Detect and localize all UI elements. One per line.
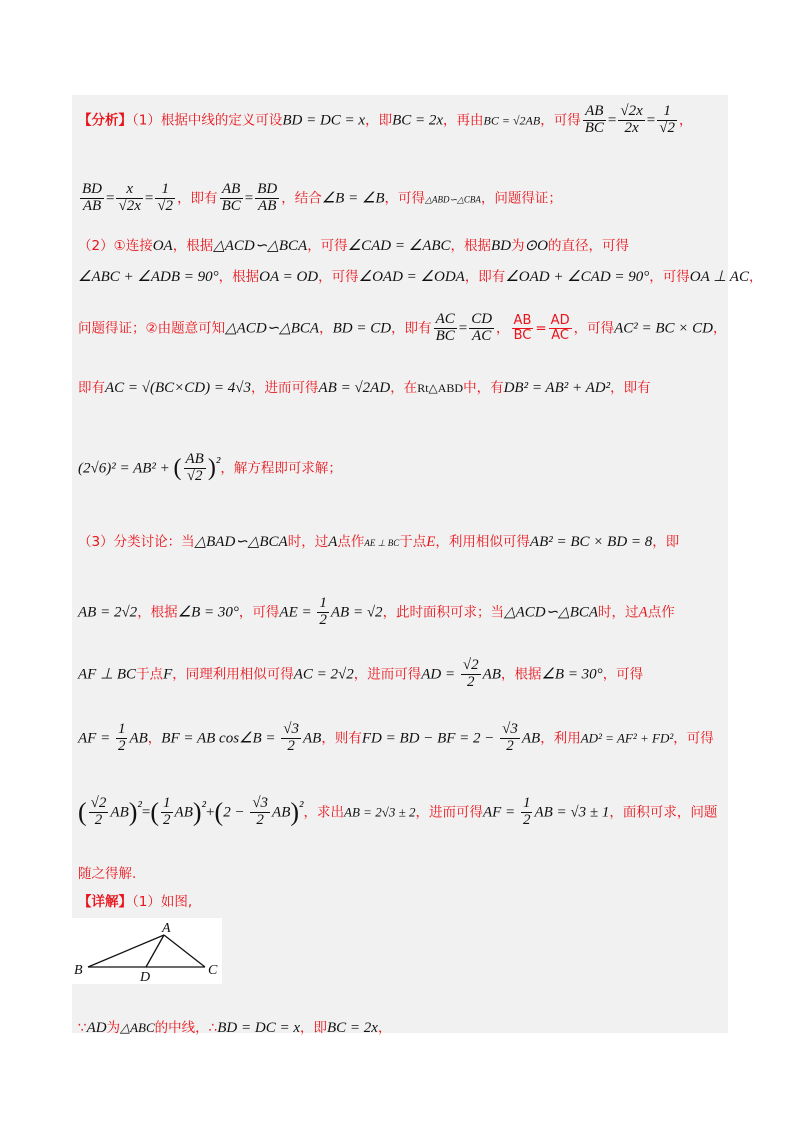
math: ² <box>299 798 304 815</box>
analysis-line-5: 问题得证；②由题意可知△ACD∽△BCA，BD = CD，即有 $\frac{AC}{BC}$ = $\frac{CD}{AC}$ ， $\frac{AB}{BC}$ = $\frac{AD}{AC}$ ，可得AC² = BC × CD， <box>78 311 727 344</box>
math: BD = DC = x <box>282 112 366 129</box>
math: A <box>328 534 338 550</box>
math: AE = <box>279 604 316 621</box>
math: DB² = AB² + AD² <box>503 380 611 396</box>
math: A <box>638 604 648 621</box>
math: AB² = BC × BD = 8 <box>529 534 653 550</box>
math: AB = 2√2 <box>78 604 138 621</box>
math: AC = 2√2 <box>293 666 354 683</box>
text: （3）分类讨论：当 <box>78 534 195 550</box>
math: BD <box>491 238 512 254</box>
text: 时，过 <box>598 604 639 621</box>
text: 为 <box>511 238 525 254</box>
fraction: $\frac{1}{√2}$ <box>157 181 174 214</box>
text: 于点 <box>399 534 427 550</box>
math: AB <box>272 804 291 821</box>
label-d: D <box>140 970 151 984</box>
analysis-line-12: ( $\frac{√2}{2}$ AB)$^{^2}$=( $\frac{1}{2}$ AB)$^{^2}$+(2 − $\frac{√3}{2}$ AB)$^{^2}$，求出AB = 2√3 ± 2，进而可得AF = $\frac{1}{2}$ AB = √3 ± 1，面积可求，问题 <box>78 795 718 828</box>
math: ∠B = 30° <box>177 604 239 621</box>
text: 中，有 <box>463 380 504 396</box>
analysis-line-11 <box>78 722 714 755</box>
text: ，解方程即可求解； <box>220 460 342 477</box>
text: ， <box>147 730 162 747</box>
text: ，则有 <box>321 730 362 747</box>
math: BD = CD <box>332 320 392 337</box>
text: 的直径，可得 <box>547 238 629 254</box>
text: ，可得 <box>238 604 280 621</box>
text: ，可得 <box>673 730 714 747</box>
text: ，即 <box>365 112 393 129</box>
fraction: $\frac{AC}{BC}$ <box>435 311 455 344</box>
math: FD = BD − BF = 2 − <box>361 730 499 747</box>
text: ，可得 <box>649 269 690 285</box>
math: ∠B = ∠B <box>321 190 385 207</box>
fraction: $\frac{BD}{AB}$ <box>257 181 278 214</box>
math: AB = 2√3 ± 2 <box>344 804 416 820</box>
text: ，进而可得 <box>415 804 483 821</box>
text: ，即有 <box>464 269 506 285</box>
text: ，此时面积可求；当 <box>382 604 505 621</box>
text: ，在 <box>390 380 418 396</box>
label-c: C <box>208 963 218 978</box>
math: △ACD∽△BCA <box>213 238 308 254</box>
text: ，根据 <box>500 666 542 683</box>
fraction: $\frac{1}{2}$ <box>163 795 171 828</box>
text: 于点 <box>136 666 164 683</box>
analysis-label: 【分析】 <box>78 112 132 129</box>
math: AE ⊥ BC <box>364 538 400 548</box>
therefore-symbol: ∴ <box>208 1020 218 1036</box>
text: ， <box>748 269 763 285</box>
fraction: $\frac{√2x}{2x}$ <box>620 103 643 136</box>
math: AB <box>174 804 193 821</box>
math: ⊙O <box>524 238 548 254</box>
math: (2√6)² = AB² + <box>78 460 174 477</box>
fraction: $\frac{√2}{2}$ <box>462 657 479 690</box>
detail-line-1 <box>78 890 192 910</box>
because-symbol: ∵ <box>78 1020 87 1036</box>
text: 点作 <box>647 604 675 621</box>
math: △ACD∽△BCA <box>225 320 320 337</box>
math: BD = DC = x <box>217 1020 300 1036</box>
math: Rt△ABD <box>417 381 464 395</box>
detail-label: 【详解】 <box>78 894 132 910</box>
label-a: A <box>162 921 171 936</box>
math: AD <box>86 1020 107 1036</box>
detail-line-2 <box>78 1016 391 1037</box>
math: ∠B = 30° <box>541 666 603 683</box>
analysis-line-10 <box>78 658 643 691</box>
text: 问题得证；②由题意可知 <box>78 320 226 337</box>
text: ，进而可得 <box>353 666 422 683</box>
math: △ACD∽△BCA <box>504 604 599 621</box>
fraction: $\frac{AB}{√2}$ <box>185 451 204 484</box>
text: ，即 <box>299 1020 327 1036</box>
math: ∠CAD = ∠ABC <box>347 238 451 254</box>
text: 点作 <box>337 534 365 550</box>
text: ，可得 <box>384 190 426 207</box>
analysis-line-6 <box>78 376 651 397</box>
fraction: $\frac{√3}{2}$ <box>283 721 299 754</box>
math: ² <box>137 798 142 815</box>
math: AB <box>482 666 501 683</box>
analysis-line-3 <box>78 234 629 255</box>
analysis-line-9 <box>78 596 675 629</box>
text: ，可得 <box>540 112 581 129</box>
analysis-line-13 <box>78 862 136 882</box>
math: AF = <box>482 804 519 821</box>
math: AC² = BC × CD <box>614 320 713 337</box>
math: ∠OAD + ∠CAD = 90° <box>505 269 650 285</box>
math: AB <box>110 804 129 821</box>
text: ， <box>678 112 693 129</box>
text: ， <box>319 320 333 337</box>
triangle-figure <box>72 918 222 984</box>
text: ，进而可得 <box>251 380 319 396</box>
math: OA <box>152 238 173 254</box>
math: 2 − <box>223 804 249 821</box>
text: ，面积可求，问题 <box>609 804 718 821</box>
text: ，同理利用相似可得 <box>172 666 294 683</box>
text: ，可得 <box>318 269 359 285</box>
text: （2）①连接 <box>78 238 153 254</box>
text: 时，过 <box>287 534 329 550</box>
fraction: $\frac{x}{√2x}$ <box>118 181 141 214</box>
math: AF ⊥ BC <box>78 666 137 683</box>
math: BC = 2x <box>392 112 444 129</box>
text: ，根据 <box>137 604 178 621</box>
fraction: $\frac{1}{2}$ <box>117 721 126 754</box>
analysis-line-2: $\frac{BD}{AB}$ = $\frac{x}{√2x}$ = $\frac{1}{√2}$ ，即有 $\frac{AB}{BC}$ = $\frac{BD}{AB}$ ，结合∠B = ∠B，可得△ABD∽△CBA，问题得证； <box>82 181 562 214</box>
math: AB = √2AD <box>318 380 391 396</box>
fraction: $\frac{1}{√2}$ <box>659 103 675 136</box>
math: ² <box>201 798 207 815</box>
text: 随之得解. <box>78 866 137 882</box>
text: ，根据 <box>450 238 492 254</box>
text: 为 <box>106 1020 121 1036</box>
math: ∠OAD = ∠ODA <box>358 269 465 285</box>
text: ，根据 <box>172 238 214 254</box>
fraction: $\frac{AB}{BC}$ <box>584 103 604 136</box>
math: OA = OD <box>259 269 319 285</box>
text: ，求出 <box>303 804 345 821</box>
math: F <box>163 666 173 683</box>
label-b: B <box>74 963 83 978</box>
fraction: $\frac{AB}{BC}$ <box>221 181 241 214</box>
text: 即有 <box>78 380 105 396</box>
math: AB <box>521 730 541 747</box>
fraction: $\frac{1}{2}$ <box>319 595 327 628</box>
text: ， <box>496 320 510 337</box>
text: ，即有 <box>391 320 432 337</box>
math: AD² = AF² + FD² <box>580 730 674 746</box>
text: ，利用 <box>540 730 581 747</box>
text: ，可得 <box>573 320 615 337</box>
math: △BAD∽△BCA <box>194 534 288 550</box>
text: ， <box>377 1020 392 1036</box>
text: ，即 <box>652 534 680 550</box>
fraction: $\frac{BD}{AB}$ <box>82 181 102 214</box>
fraction: $\frac{CD}{AC}$ <box>471 311 493 344</box>
math: BF = AB cos∠B = <box>161 730 280 747</box>
math: AB = √2 <box>330 604 383 621</box>
math: BC = √2AB <box>483 113 541 128</box>
text: ，可得 <box>602 666 644 683</box>
math: AF = <box>78 730 114 747</box>
fraction: $\frac{AD}{AC}$ <box>550 313 570 343</box>
text: 的中线， <box>154 1020 209 1036</box>
math: AD = <box>421 666 459 683</box>
fraction: $\frac{√3}{2}$ <box>502 721 518 754</box>
analysis-line-4 <box>78 265 762 286</box>
math: ∠ABC + ∠ADB = 90° <box>78 269 219 285</box>
text: ，即有 <box>177 190 218 207</box>
text: （1）根据中线的定义可设 <box>132 112 283 129</box>
text: ，问题得证； <box>480 190 562 207</box>
math: BC = 2x <box>326 1020 378 1036</box>
math: AB <box>303 730 322 747</box>
math: E <box>426 534 436 550</box>
fraction: $\frac{1}{2}$ <box>522 795 531 828</box>
text: ，结合 <box>281 190 322 207</box>
text: ，即有 <box>610 380 651 396</box>
text: ，可得 <box>307 238 348 254</box>
math: AB = √3 ± 1 <box>534 804 610 821</box>
text: ， <box>713 320 727 337</box>
math: OA ⊥ AC <box>689 269 749 285</box>
fraction: $\frac{√2}{2}$ <box>90 795 107 828</box>
math: △ABC <box>120 1020 155 1035</box>
analysis-line-7: (2√6)² = AB² + ( $\frac{AB}{√2}$ )$^{^2}$，解方程即可求解； <box>78 451 342 484</box>
text: ，根据 <box>218 269 260 285</box>
math: ² <box>215 454 221 471</box>
analysis-line-1: 【分析】（1）根据中线的定义可设BD = DC = x，即BC = 2x，再由BC = √2AB，可得 $\frac{AB}{BC}$ = $\frac{√2x}{2x}$ = $\frac{1}{√2}$ ， <box>78 103 693 136</box>
analysis-line-8 <box>78 530 679 551</box>
math: AC = √(BC×CD) = 4√3 <box>105 380 251 396</box>
math: △ABD∽△CBA <box>425 194 481 205</box>
fraction: $\frac{AB}{BC}$ <box>513 313 532 343</box>
text: ，利用相似可得 <box>435 534 530 550</box>
math: AB <box>129 730 148 747</box>
text: （1）如图, <box>132 894 193 910</box>
fraction: $\frac{√3}{2}$ <box>252 795 269 828</box>
text: ，再由 <box>443 112 484 129</box>
